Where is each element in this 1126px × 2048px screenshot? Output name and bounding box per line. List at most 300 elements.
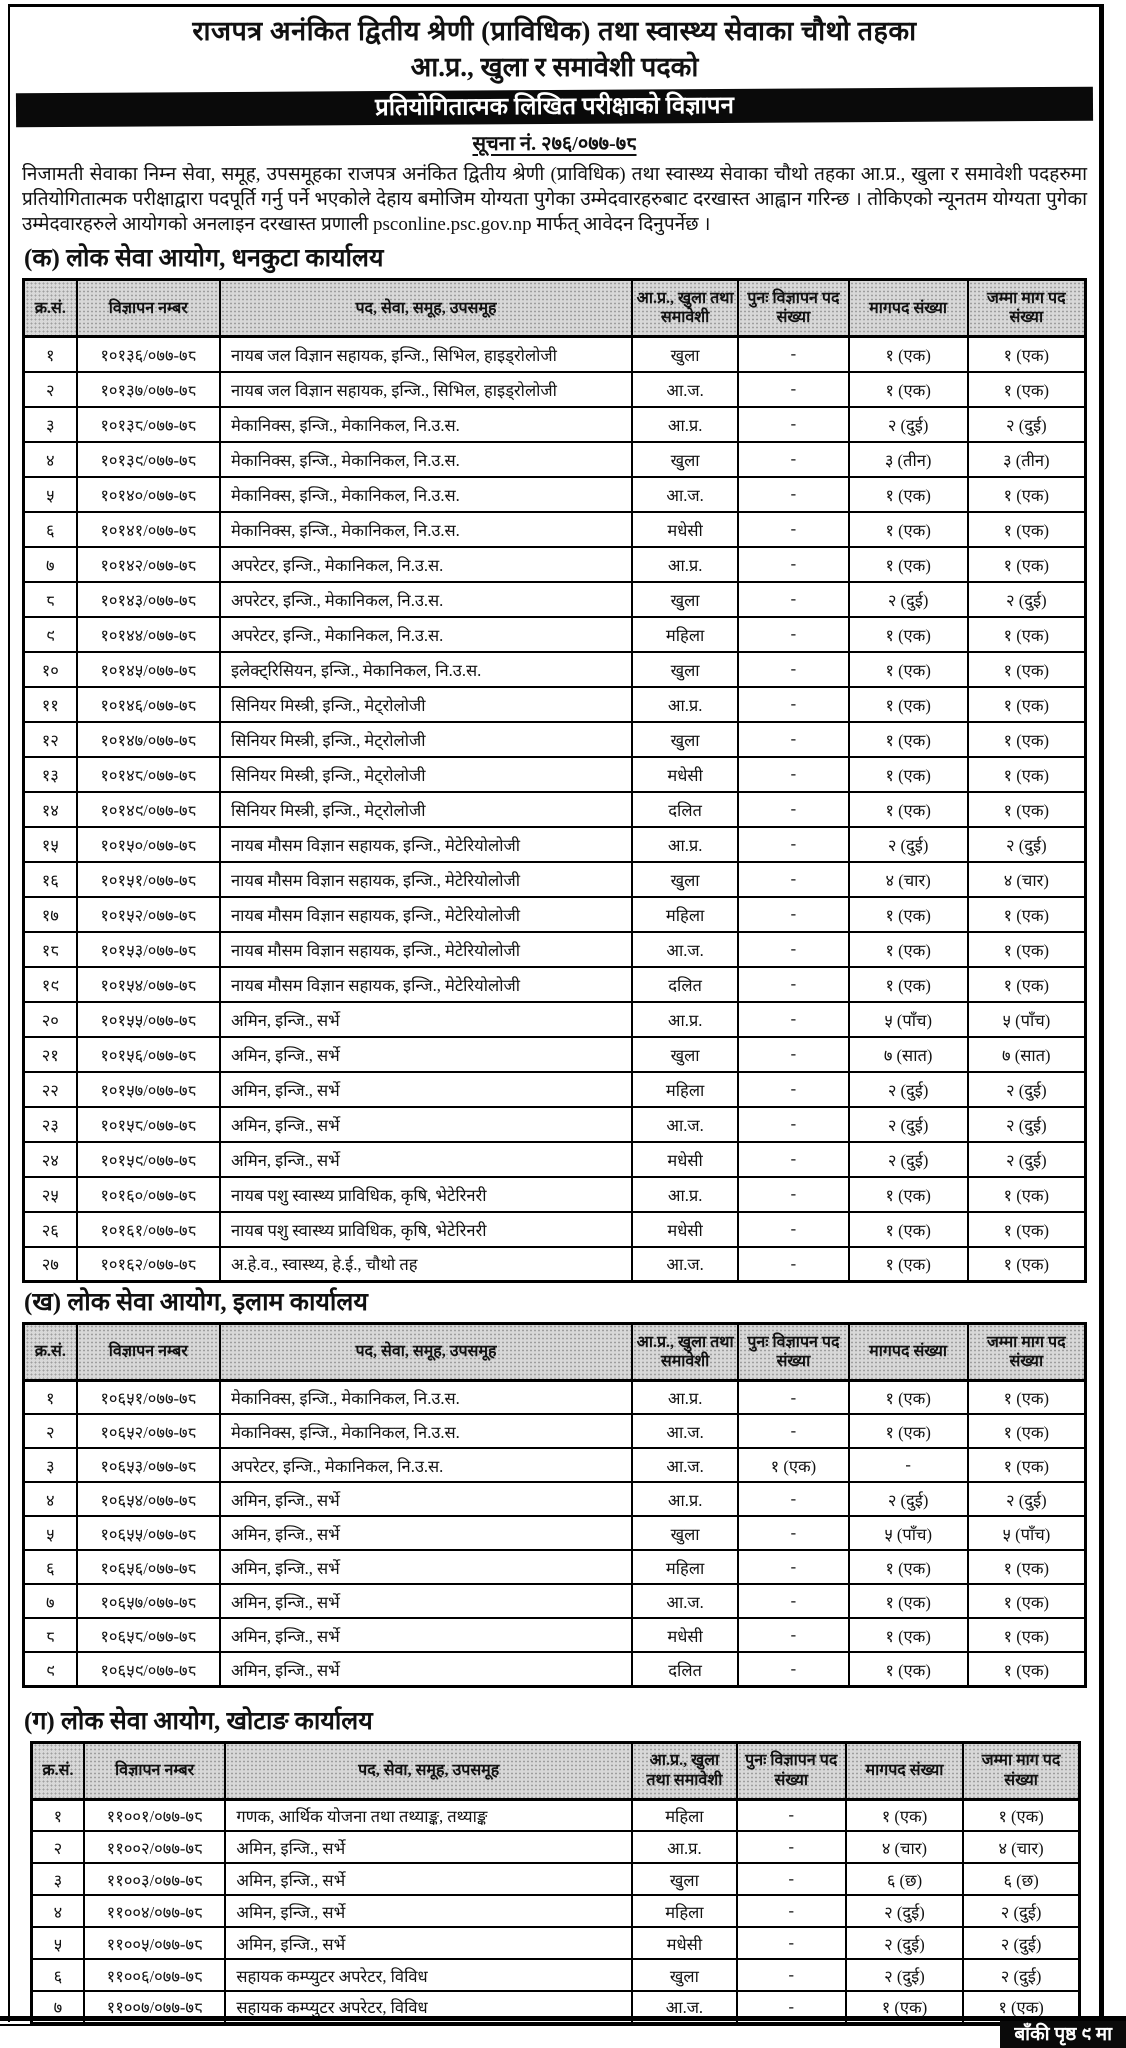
serial-cell: ४ xyxy=(32,1895,84,1927)
ad-number-cell: १०१६१/०७७-७८ xyxy=(77,1212,220,1247)
re-advert-cell: - xyxy=(738,932,848,967)
table-header-row xyxy=(32,1742,1080,1799)
group-cell: महिला xyxy=(632,1895,737,1927)
re-advert-cell: - xyxy=(738,792,848,827)
re-advert-cell: - xyxy=(738,827,848,862)
serial-cell: ९ xyxy=(24,1652,77,1686)
table-row xyxy=(24,1142,1086,1177)
table-row xyxy=(24,862,1086,897)
table-row xyxy=(24,617,1086,652)
re-advert-cell: - xyxy=(738,1002,848,1037)
post-cell: अमिन, इन्जि., सर्भे xyxy=(225,1863,632,1895)
serial-cell: ६ xyxy=(32,1959,84,1991)
ad-number-cell: १०६५५/०७७-७८ xyxy=(77,1516,220,1550)
total-cell: २ (दुई) xyxy=(968,582,1086,617)
post-cell: नायब मौसम विज्ञान सहायक, इन्जि., मेटेरियोलोजी xyxy=(220,932,632,967)
demand-cell: १ (एक) xyxy=(849,1584,968,1618)
column-header: क्र.सं. xyxy=(24,280,77,337)
total-cell: १ (एक) xyxy=(968,617,1086,652)
table-row xyxy=(24,372,1086,407)
table-row xyxy=(32,1895,1080,1927)
column-header: विज्ञापन नम्बर xyxy=(77,1323,220,1380)
demand-cell: १ (एक) xyxy=(849,1550,968,1584)
group-cell: मधेसी xyxy=(632,757,738,792)
ad-number-cell: १०१४३/०७७-७८ xyxy=(77,582,220,617)
group-cell: आ.प्र. xyxy=(632,1831,737,1863)
re-advert-cell: - xyxy=(738,1550,848,1584)
post-cell: मेकानिक्स, इन्जि., मेकानिकल, नि.उ.स. xyxy=(220,1414,632,1448)
re-advert-cell: - xyxy=(737,1831,846,1863)
table-row xyxy=(24,1072,1086,1107)
column-header: मागपद संख्या xyxy=(849,280,968,337)
table-row xyxy=(24,1516,1086,1550)
ad-number-cell: ११००१/०७७-७८ xyxy=(84,1799,225,1831)
demand-cell: २ (दुई) xyxy=(849,1107,968,1142)
re-advert-cell: - xyxy=(738,582,848,617)
group-cell: आ.प्र. xyxy=(632,1177,738,1212)
group-cell: आ.ज. xyxy=(632,477,738,512)
table-header-row xyxy=(24,1323,1086,1380)
post-cell: अमिन, इन्जि., सर्भे xyxy=(220,1037,632,1072)
re-advert-cell: - xyxy=(738,617,848,652)
group-cell: आ.प्र. xyxy=(632,407,738,442)
ad-number-cell: १०१५१/०७७-७८ xyxy=(77,862,220,897)
re-advert-cell: - xyxy=(738,1652,848,1686)
group-cell: खुला xyxy=(632,442,738,477)
re-advert-cell: - xyxy=(738,1212,848,1247)
demand-cell: १ (एक) xyxy=(849,792,968,827)
table-row xyxy=(24,547,1086,582)
post-cell: अमिन, इन्जि., सर्भे xyxy=(225,1927,632,1959)
table-row xyxy=(24,1652,1086,1686)
total-cell: १ (एक) xyxy=(968,477,1086,512)
post-cell: नायब जल विज्ञान सहायक, इन्जि., सिभिल, हाइड्रोलोजी xyxy=(220,337,632,372)
total-cell: १ (एक) xyxy=(963,1991,1079,2023)
serial-cell: ५ xyxy=(24,1516,77,1550)
column-header: जम्मा माग पद संख्या xyxy=(968,280,1086,337)
demand-cell: ४ (चार) xyxy=(846,1831,963,1863)
serial-cell: ९ xyxy=(24,617,77,652)
post-cell: अपरेटर, इन्जि., मेकानिकल, नि.उ.स. xyxy=(220,1448,632,1482)
serial-cell: २१ xyxy=(24,1037,77,1072)
banner-text: प्रतियोगितात्मक लिखित परीक्षाको विज्ञापन xyxy=(375,93,734,122)
ad-number-cell: १०१४४/०७७-७८ xyxy=(77,617,220,652)
table-header-row xyxy=(24,280,1086,337)
post-cell: अपरेटर, इन्जि., मेकानिकल, नि.उ.स. xyxy=(220,547,632,582)
re-advert-cell: - xyxy=(738,862,848,897)
total-cell: १ (एक) xyxy=(968,652,1086,687)
ad-number-cell: १०६५८/०७७-७८ xyxy=(77,1618,220,1652)
demand-cell: १ (एक) xyxy=(849,617,968,652)
total-cell: १ (एक) xyxy=(968,1448,1086,1482)
group-cell: दलित xyxy=(632,1652,738,1686)
demand-cell: १ (एक) xyxy=(849,897,968,932)
post-cell: अमिन, इन्जि., सर्भे xyxy=(220,1072,632,1107)
re-advert-cell: - xyxy=(737,1991,846,2023)
demand-cell: २ (दुई) xyxy=(849,1072,968,1107)
demand-cell: १ (एक) xyxy=(849,687,968,722)
column-header: मागपद संख्या xyxy=(849,1323,968,1380)
ad-number-cell: १०१४९/०७७-७८ xyxy=(77,792,220,827)
group-cell: महिला xyxy=(632,897,738,932)
total-cell: २ (दुई) xyxy=(963,1959,1079,1991)
serial-cell: ११ xyxy=(24,687,77,722)
re-advert-cell: १ (एक) xyxy=(738,1448,848,1482)
total-cell: १ (एक) xyxy=(968,932,1086,967)
table-row xyxy=(24,442,1086,477)
total-cell: १ (एक) xyxy=(968,967,1086,1002)
bottom-divider xyxy=(0,2016,1126,2026)
re-advert-cell: - xyxy=(737,1863,846,1895)
re-advert-cell: - xyxy=(738,687,848,722)
table-row xyxy=(24,757,1086,792)
re-advert-cell: - xyxy=(738,477,848,512)
re-advert-cell: - xyxy=(738,1380,848,1414)
re-advert-cell: - xyxy=(738,1107,848,1142)
post-cell: अमिन, इन्जि., सर्भे xyxy=(220,1516,632,1550)
serial-cell: १ xyxy=(24,337,77,372)
column-header: पुनः विज्ञापन पद संख्या xyxy=(738,280,848,337)
total-cell: ४ (चार) xyxy=(968,862,1086,897)
ad-number-cell: १०१६२/०७७-७८ xyxy=(77,1247,220,1282)
ad-number-cell: १०१६०/०७७-७८ xyxy=(77,1177,220,1212)
section-dhankuta xyxy=(22,245,1087,1283)
serial-cell: २२ xyxy=(24,1072,77,1107)
total-cell: १ (एक) xyxy=(968,1247,1086,1282)
group-cell: खुला xyxy=(632,582,738,617)
serial-cell: २६ xyxy=(24,1212,77,1247)
group-cell: आ.ज. xyxy=(632,1448,738,1482)
demand-cell: १ (एक) xyxy=(849,372,968,407)
ad-number-cell: १०१५७/०७७-७८ xyxy=(77,1072,220,1107)
ad-number-cell: १०१४५/०७७-७८ xyxy=(77,652,220,687)
table-row xyxy=(24,932,1086,967)
ad-number-cell: ११००२/०७७-७८ xyxy=(84,1831,225,1863)
total-cell: १ (एक) xyxy=(968,547,1086,582)
total-cell: १ (एक) xyxy=(968,897,1086,932)
total-cell: ७ (सात) xyxy=(968,1037,1086,1072)
total-cell: १ (एक) xyxy=(968,757,1086,792)
serial-cell: ६ xyxy=(24,1550,77,1584)
total-cell: १ (एक) xyxy=(968,1212,1086,1247)
notice-sheet xyxy=(8,4,1104,2022)
total-cell: ६ (छ) xyxy=(963,1863,1079,1895)
table-row xyxy=(24,1550,1086,1584)
section-ilam xyxy=(22,1289,1087,1688)
table-row xyxy=(24,407,1086,442)
demand-cell: १ (एक) xyxy=(849,1177,968,1212)
total-cell: २ (दुई) xyxy=(968,1107,1086,1142)
total-cell: १ (एक) xyxy=(968,687,1086,722)
serial-cell: १७ xyxy=(24,897,77,932)
notice-number xyxy=(22,129,1087,156)
demand-cell: २ (दुई) xyxy=(849,1482,968,1516)
demand-cell: ५ (पाँच) xyxy=(849,1002,968,1037)
post-cell: मेकानिक्स, इन्जि., मेकानिकल, नि.उ.स. xyxy=(220,477,632,512)
post-cell: सहायक कम्प्युटर अपरेटर, विविध xyxy=(225,1959,632,1991)
ad-number-cell: ११००७/०७७-७८ xyxy=(84,1991,225,2023)
table-row xyxy=(32,1959,1080,1991)
total-cell: ३ (तीन) xyxy=(968,442,1086,477)
group-cell: आ.ज. xyxy=(632,1107,738,1142)
section-heading-dhankuta: (क) लोक सेवा आयोग, धनकुटा कार्यालय xyxy=(24,245,384,273)
table-row xyxy=(24,1212,1086,1247)
demand-cell: १ (एक) xyxy=(849,1618,968,1652)
post-cell: मेकानिक्स, इन्जि., मेकानिकल, नि.उ.स. xyxy=(220,512,632,547)
group-cell: आ.ज. xyxy=(632,932,738,967)
serial-cell: १९ xyxy=(24,967,77,1002)
page-title-line1: राजपत्र अनंकित द्वितीय श्रेणी (प्राविधिक) तथा स्वास्थ्य सेवाका चौथो तहका xyxy=(192,16,917,46)
group-cell: खुला xyxy=(632,862,738,897)
post-cell: अमिन, इन्जि., सर्भे xyxy=(220,1142,632,1177)
serial-cell: १० xyxy=(24,652,77,687)
post-cell: नायब पशु स्वास्थ्य प्राविधिक, कृषि, भेटेरिनरी xyxy=(220,1177,632,1212)
section-heading-khotang: (ग) लोक सेवा आयोग, खोटाङ कार्यालय xyxy=(24,1707,373,1735)
group-cell: आ.प्र. xyxy=(632,827,738,862)
table-row xyxy=(24,1380,1086,1414)
serial-cell: ३ xyxy=(32,1863,84,1895)
total-cell: १ (एक) xyxy=(968,512,1086,547)
demand-cell: २ (दुई) xyxy=(846,1927,963,1959)
demand-cell: २ (दुई) xyxy=(849,827,968,862)
column-header: जम्मा माग पद संख्या xyxy=(968,1323,1086,1380)
demand-cell: १ (एक) xyxy=(846,1799,963,1831)
banner-bar xyxy=(16,87,1093,128)
demand-cell: ६ (छ) xyxy=(846,1863,963,1895)
serial-cell: ५ xyxy=(24,477,77,512)
group-cell: खुला xyxy=(632,1863,737,1895)
vacancy-table-khotang xyxy=(30,1741,1081,2025)
table-row xyxy=(32,1863,1080,1895)
group-cell: दलित xyxy=(632,967,738,1002)
demand-cell: - xyxy=(849,1448,968,1482)
re-advert-cell: - xyxy=(738,512,848,547)
column-header: पद, सेवा, समूह, उपसमूह xyxy=(225,1742,632,1799)
ad-number-cell: १०६५६/०७७-७८ xyxy=(77,1550,220,1584)
demand-cell: १ (एक) xyxy=(849,1652,968,1686)
ad-number-cell: १०१५०/०७७-७८ xyxy=(77,827,220,862)
demand-cell: १ (एक) xyxy=(849,1414,968,1448)
table-row xyxy=(24,337,1086,372)
group-cell: मधेसी xyxy=(632,1927,737,1959)
ad-number-cell: ११००३/०७७-७८ xyxy=(84,1863,225,1895)
ad-number-cell: १०१५९/०७७-७८ xyxy=(77,1142,220,1177)
demand-cell: १ (एक) xyxy=(846,1991,963,2023)
re-advert-cell: - xyxy=(738,1414,848,1448)
table-row xyxy=(24,1177,1086,1212)
serial-cell: ७ xyxy=(24,1584,77,1618)
re-advert-cell: - xyxy=(738,897,848,932)
table-row xyxy=(24,582,1086,617)
table-row xyxy=(24,1584,1086,1618)
post-cell: नायब पशु स्वास्थ्य प्राविधिक, कृषि, भेटेरिनरी xyxy=(220,1212,632,1247)
ad-number-cell: १०६५१/०७७-७८ xyxy=(77,1380,220,1414)
ad-number-cell: १०१४०/०७७-७८ xyxy=(77,477,220,512)
serial-cell: १ xyxy=(24,1380,77,1414)
total-cell: १ (एक) xyxy=(968,1652,1086,1686)
total-cell: २ (दुई) xyxy=(968,1142,1086,1177)
ad-number-cell: १०६५२/०७७-७८ xyxy=(77,1414,220,1448)
group-cell: आ.प्र. xyxy=(632,1482,738,1516)
re-advert-cell: - xyxy=(738,1516,848,1550)
post-cell: नायब मौसम विज्ञान सहायक, इन्जि., मेटेरियोलोजी xyxy=(220,827,632,862)
section-heading-ilam: (ख) लोक सेवा आयोग, इलाम कार्यालय xyxy=(24,1289,368,1317)
group-cell: खुला xyxy=(632,1516,738,1550)
re-advert-cell: - xyxy=(738,1584,848,1618)
re-advert-cell: - xyxy=(738,967,848,1002)
total-cell: ४ (चार) xyxy=(963,1831,1079,1863)
demand-cell: १ (एक) xyxy=(849,477,968,512)
demand-cell: ७ (सात) xyxy=(849,1037,968,1072)
re-advert-cell: - xyxy=(738,337,848,372)
group-cell: खुला xyxy=(632,652,738,687)
vacancy-table-ilam xyxy=(22,1322,1087,1688)
serial-cell: ३ xyxy=(24,407,77,442)
post-cell: नायब मौसम विज्ञान सहायक, इन्जि., मेटेरियोलोजी xyxy=(220,967,632,1002)
table-row xyxy=(24,967,1086,1002)
serial-cell: ७ xyxy=(24,547,77,582)
demand-cell: १ (एक) xyxy=(849,932,968,967)
column-header: पुनः विज्ञापन पद संख्या xyxy=(737,1742,846,1799)
table-row xyxy=(24,1448,1086,1482)
post-cell: सहायक कम्प्युटर अपरेटर, विविध xyxy=(225,1991,632,2023)
total-cell: १ (एक) xyxy=(968,372,1086,407)
demand-cell: २ (दुई) xyxy=(849,407,968,442)
table-row xyxy=(32,1799,1080,1831)
serial-cell: १४ xyxy=(24,792,77,827)
column-header: आ.प्र., खुला तथा समावेशी xyxy=(632,1742,737,1799)
ad-number-cell: १०१५५/०७७-७८ xyxy=(77,1002,220,1037)
re-advert-cell: - xyxy=(738,1247,848,1282)
ad-number-cell: १०१३९/०७७-७८ xyxy=(77,442,220,477)
group-cell: खुला xyxy=(632,1037,738,1072)
ad-number-cell: १०१४८/०७७-७८ xyxy=(77,757,220,792)
serial-cell: १२ xyxy=(24,722,77,757)
table-row xyxy=(32,1831,1080,1863)
ad-number-cell: १०१४६/०७७-७८ xyxy=(77,687,220,722)
demand-cell: ४ (चार) xyxy=(849,862,968,897)
serial-cell: १५ xyxy=(24,827,77,862)
total-cell: २ (दुई) xyxy=(963,1927,1079,1959)
ad-number-cell: १०१३७/०७७-७८ xyxy=(77,372,220,407)
page-title-line2: आ.प्र., खुला र समावेशी पदको xyxy=(410,51,699,82)
re-advert-cell: - xyxy=(738,442,848,477)
ad-number-cell: १०१५४/०७७-७८ xyxy=(77,967,220,1002)
post-cell: इलेक्ट्रिसियन, इन्जि., मेकानिकल, नि.उ.स. xyxy=(220,652,632,687)
demand-cell: १ (एक) xyxy=(849,722,968,757)
table-row xyxy=(32,1927,1080,1959)
demand-cell: १ (एक) xyxy=(849,652,968,687)
re-advert-cell: - xyxy=(738,1177,848,1212)
intro-paragraph: निजामती सेवाका निम्न सेवा, समूह, उपसमूहका राजपत्र अनंकित द्वितीय श्रेणी (प्राविधिक) तथा स्वास्थ्य सेवाका चौथो तहका आ.प्र., खुला र समावेशी पदहरुमा प्रतियोगितात्मक परीक्षाद्वारा पदपूर्ति गर्नु पर्ने भएकोले देहाय बमोजिम योग्यता पुगेका उम्मेदवारहरुबाट दरखास्त आह्वान गरिन्छ । तोकिएको न्यूनतम योग्यता पुगेका उम्मेदवारहरुले आयोगको अनलाइन दरखास्त प्रणाली psconline.psc.gov.np मार्फत् आवेदन दिनुपर्नेछ । xyxy=(22,164,1087,236)
table-row xyxy=(24,1618,1086,1652)
group-cell: आ.ज. xyxy=(632,1414,738,1448)
column-header: क्र.सं. xyxy=(32,1742,84,1799)
ad-number-cell: १०१५६/०७७-७८ xyxy=(77,1037,220,1072)
post-cell: नायब जल विज्ञान सहायक, इन्जि., सिभिल, हाइड्रोलोजी xyxy=(220,372,632,407)
post-cell: मेकानिक्स, इन्जि., मेकानिकल, नि.उ.स. xyxy=(220,1380,632,1414)
demand-cell: ५ (पाँच) xyxy=(849,1516,968,1550)
table-row xyxy=(24,687,1086,722)
post-cell: अमिन, इन्जि., सर्भे xyxy=(220,1550,632,1584)
group-cell: मधेसी xyxy=(632,512,738,547)
column-header: आ.प्र., खुला तथा समावेशी xyxy=(632,1323,738,1380)
total-cell: १ (एक) xyxy=(968,1380,1086,1414)
ad-number-cell: १०१५३/०७७-७८ xyxy=(77,932,220,967)
serial-cell: ४ xyxy=(24,442,77,477)
group-cell: दलित xyxy=(632,792,738,827)
serial-cell: ६ xyxy=(24,512,77,547)
group-cell: महिला xyxy=(632,1550,738,1584)
group-cell: महिला xyxy=(632,617,738,652)
table-row xyxy=(24,1414,1086,1448)
table-row xyxy=(24,897,1086,932)
total-cell: २ (दुई) xyxy=(963,1895,1079,1927)
post-cell: सिनियर मिस्त्री, इन्जि., मेट्रोलोजी xyxy=(220,792,632,827)
total-cell: १ (एक) xyxy=(968,1550,1086,1584)
table-row xyxy=(24,1482,1086,1516)
serial-cell: २० xyxy=(24,1002,77,1037)
group-cell: मधेसी xyxy=(632,1618,738,1652)
group-cell: आ.प्र. xyxy=(632,687,738,722)
column-header: आ.प्र., खुला तथा समावेशी xyxy=(632,280,738,337)
ad-number-cell: ११००५/०७७-७८ xyxy=(84,1927,225,1959)
notice-number-text: सूचना नं. २७६/०७७-७८ xyxy=(472,133,637,156)
demand-cell: १ (एक) xyxy=(849,757,968,792)
serial-cell: ७ xyxy=(32,1991,84,2023)
section-khotang xyxy=(22,1708,1087,2025)
re-advert-cell: - xyxy=(737,1799,846,1831)
ad-number-cell: १०६५९/०७७-७८ xyxy=(77,1652,220,1686)
table-row xyxy=(24,827,1086,862)
re-advert-cell: - xyxy=(737,1927,846,1959)
serial-cell: ८ xyxy=(24,582,77,617)
group-cell: मधेसी xyxy=(632,1142,738,1177)
post-cell: गणक, आर्थिक योजना तथा तथ्याङ्क, तथ्याङ्क xyxy=(225,1799,632,1831)
table-row xyxy=(24,652,1086,687)
group-cell: खुला xyxy=(632,337,738,372)
re-advert-cell: - xyxy=(738,1072,848,1107)
group-cell: आ.ज. xyxy=(632,1584,738,1618)
demand-cell: ३ (तीन) xyxy=(849,442,968,477)
group-cell: मधेसी xyxy=(632,1212,738,1247)
serial-cell: २ xyxy=(32,1831,84,1863)
column-header: जम्मा माग पद संख्या xyxy=(963,1742,1079,1799)
ad-number-cell: १०१५२/०७७-७८ xyxy=(77,897,220,932)
re-advert-cell: - xyxy=(738,722,848,757)
group-cell: आ.ज. xyxy=(632,1247,738,1282)
column-header: विज्ञापन नम्बर xyxy=(84,1742,225,1799)
total-cell: १ (एक) xyxy=(968,722,1086,757)
demand-cell: २ (दुई) xyxy=(849,1142,968,1177)
serial-cell: २५ xyxy=(24,1177,77,1212)
re-advert-cell: - xyxy=(738,757,848,792)
ad-number-cell: ११००६/०७७-७८ xyxy=(84,1959,225,1991)
ad-number-cell: १०१४२/०७७-७८ xyxy=(77,547,220,582)
serial-cell: २४ xyxy=(24,1142,77,1177)
total-cell: १ (एक) xyxy=(968,1177,1086,1212)
total-cell: २ (दुई) xyxy=(968,407,1086,442)
table-row xyxy=(24,792,1086,827)
post-cell: मेकानिक्स, इन्जि., मेकानिकल, नि.उ.स. xyxy=(220,442,632,477)
post-cell: सिनियर मिस्त्री, इन्जि., मेट्रोलोजी xyxy=(220,722,632,757)
column-header: पद, सेवा, समूह, उपसमूह xyxy=(220,1323,632,1380)
group-cell: महिला xyxy=(632,1072,738,1107)
demand-cell: १ (एक) xyxy=(849,967,968,1002)
ad-number-cell: १०१३८/०७७-७८ xyxy=(77,407,220,442)
serial-cell: २७ xyxy=(24,1247,77,1282)
post-cell: अपरेटर, इन्जि., मेकानिकल, नि.उ.स. xyxy=(220,582,632,617)
